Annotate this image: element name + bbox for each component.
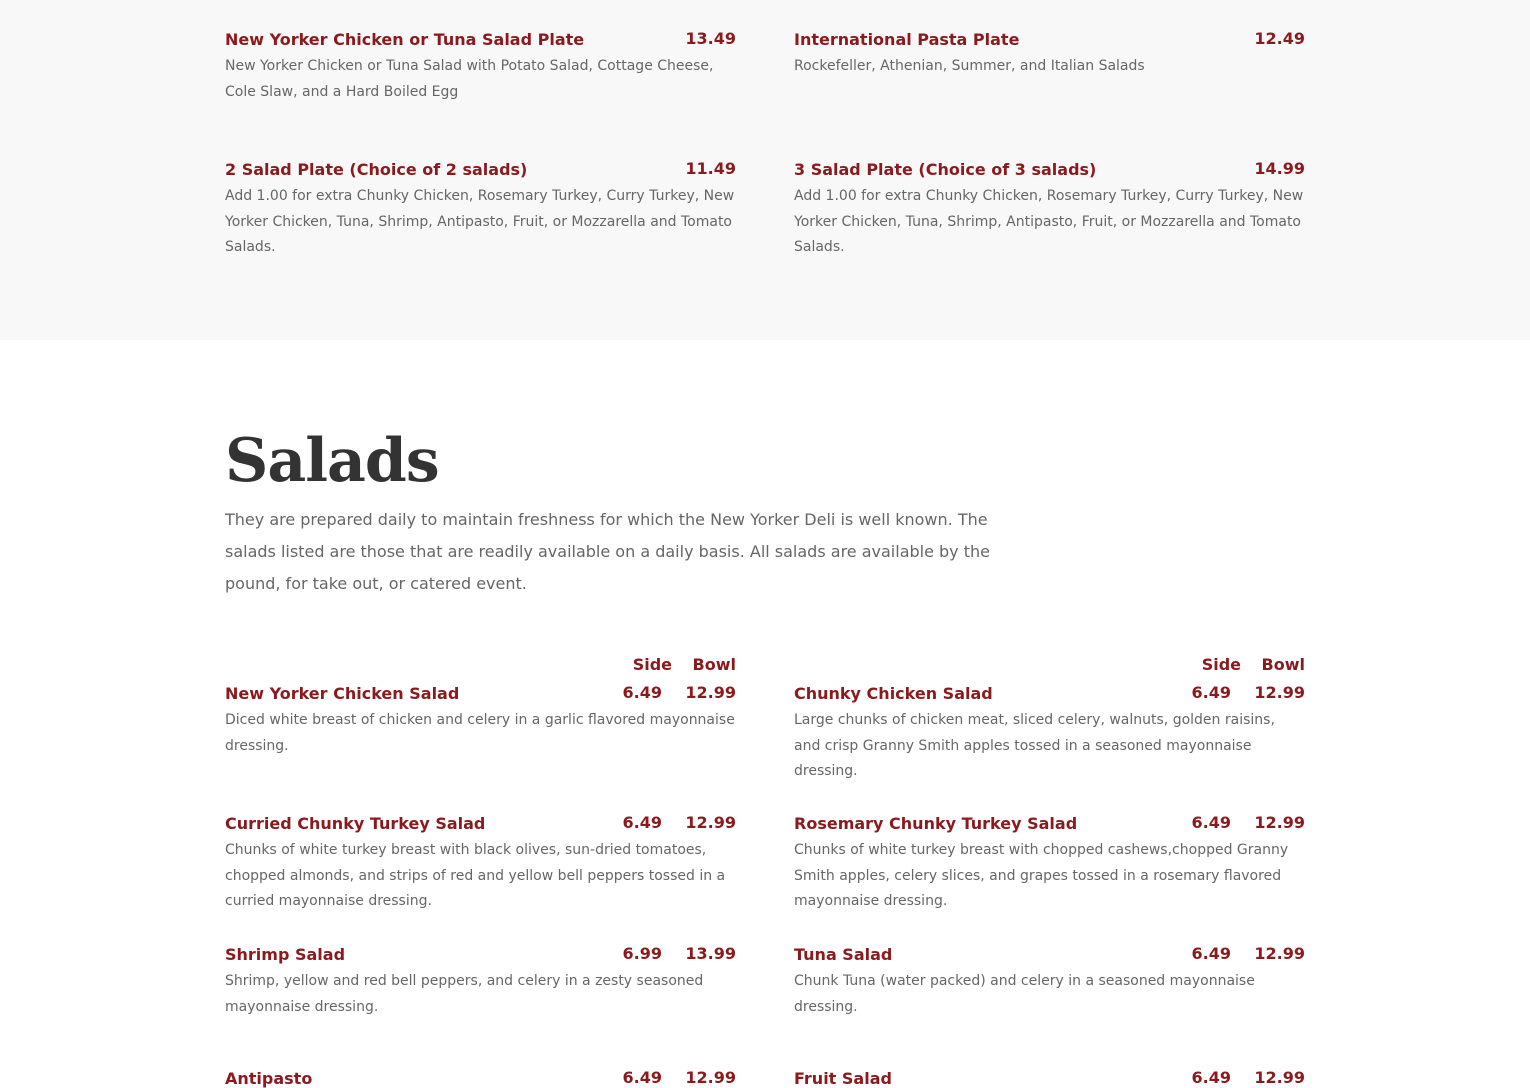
column-headers-right (794, 655, 1305, 677)
item-name: New Yorker Chicken Salad (225, 684, 460, 703)
side-price: 6.49 (1191, 683, 1231, 702)
item-description: Chunks of white turkey breast with chopped cashews,chopped Granny Smith apples, celery slices, and grapes tossed in a rosemary flavored mayonnaise dressing. (794, 842, 1289, 909)
item-description: Chunk Tuna (water packed) and celery in a seasoned mayonnaise dressing. (794, 973, 1255, 1015)
item-description: Diced white breast of chicken and celery in a garlic flavored mayonnaise dressing. (225, 712, 735, 754)
item-name: 3 Salad Plate (Choice of 3 salads) (794, 160, 1097, 179)
item-description: New Yorker Chicken or Tuna Salad with Potato Salad, Cottage Cheese, Cole Slaw, and a Hard Boiled Egg (225, 58, 714, 100)
item-description: Large chunks of chicken meat, sliced celery, walnuts, golden raisins, and crisp Granny Smith apples tossed in a seasoned mayonnaise dressing. (794, 712, 1275, 779)
item-name: Curried Chunky Turkey Salad (225, 814, 486, 833)
item-description: Chunks of white turkey breast with black olives, sun-dried tomatoes, chopped almonds, and strips of red and yellow bell peppers tossed in a curried mayonnaise dressing. (225, 842, 726, 909)
section-title: Salads (225, 426, 439, 496)
item-name: New Yorker Chicken or Tuna Salad Plate (225, 30, 585, 49)
bowl-price: 12.99 (1254, 1068, 1305, 1087)
bowl-price: 12.99 (685, 683, 736, 702)
side-price: 6.99 (622, 944, 662, 963)
section-intro: They are prepared daily to maintain freshness for which the New Yorker Deli is well known. The salads listed are those that are readily available on a daily basis. All salads are available by the pound, for take out, or catered event. (225, 510, 990, 593)
side-price: 6.49 (1191, 813, 1231, 832)
side-price: 6.49 (1191, 1068, 1231, 1087)
side-price: 6.49 (622, 1068, 662, 1087)
item-description: Shrimp, yellow and red bell peppers, and celery in a zesty seasoned mayonnaise dressing. (225, 973, 704, 1015)
item-name: Tuna Salad (794, 945, 893, 964)
side-price: 6.49 (1191, 944, 1231, 963)
side-price: 6.49 (622, 683, 662, 702)
item-name: Fruit Salad (794, 1069, 892, 1088)
bowl-price: 12.99 (1254, 813, 1305, 832)
item-name: Rosemary Chunky Turkey Salad (794, 814, 1078, 833)
plates-section (0, 0, 1530, 340)
item-price: 12.49 (1254, 29, 1305, 48)
bowl-price: 12.99 (1254, 944, 1305, 963)
side-price: 6.49 (622, 813, 662, 832)
item-price: 11.49 (685, 159, 736, 178)
item-name: Shrimp Salad (225, 945, 346, 964)
item-price: 13.49 (685, 29, 736, 48)
bowl-price: 12.99 (685, 1068, 736, 1087)
item-price: 14.99 (1254, 159, 1305, 178)
column-headers-left (225, 655, 736, 677)
bowl-column-header: Bowl (1261, 655, 1305, 674)
item-description: Add 1.00 for extra Chunky Chicken, Rosemary Turkey, Curry Turkey, New Yorker Chicken, Tuna, Shrimp, Antipasto, Fruit, or Mozzarella and Tomato Salads. (794, 188, 1304, 255)
bowl-price: 12.99 (685, 813, 736, 832)
item-name: Antipasto (225, 1069, 313, 1088)
item-name: Chunky Chicken Salad (794, 684, 993, 703)
item-name: 2 Salad Plate (Choice of 2 salads) (225, 160, 528, 179)
item-description: Add 1.00 for extra Chunky Chicken, Rosemary Turkey, Curry Turkey, New Yorker Chicken, Tuna, Shrimp, Antipasto, Fruit, or Mozzarella and Tomato Salads. (225, 188, 735, 255)
bowl-price: 13.99 (685, 944, 736, 963)
bowl-column-header: Bowl (692, 655, 736, 674)
item-description: Rockefeller, Athenian, Summer, and Italian Salads (794, 58, 1145, 74)
side-column-header: Side (632, 655, 672, 674)
item-name: International Pasta Plate (794, 30, 1020, 49)
side-column-header: Side (1201, 655, 1241, 674)
bowl-price: 12.99 (1254, 683, 1305, 702)
